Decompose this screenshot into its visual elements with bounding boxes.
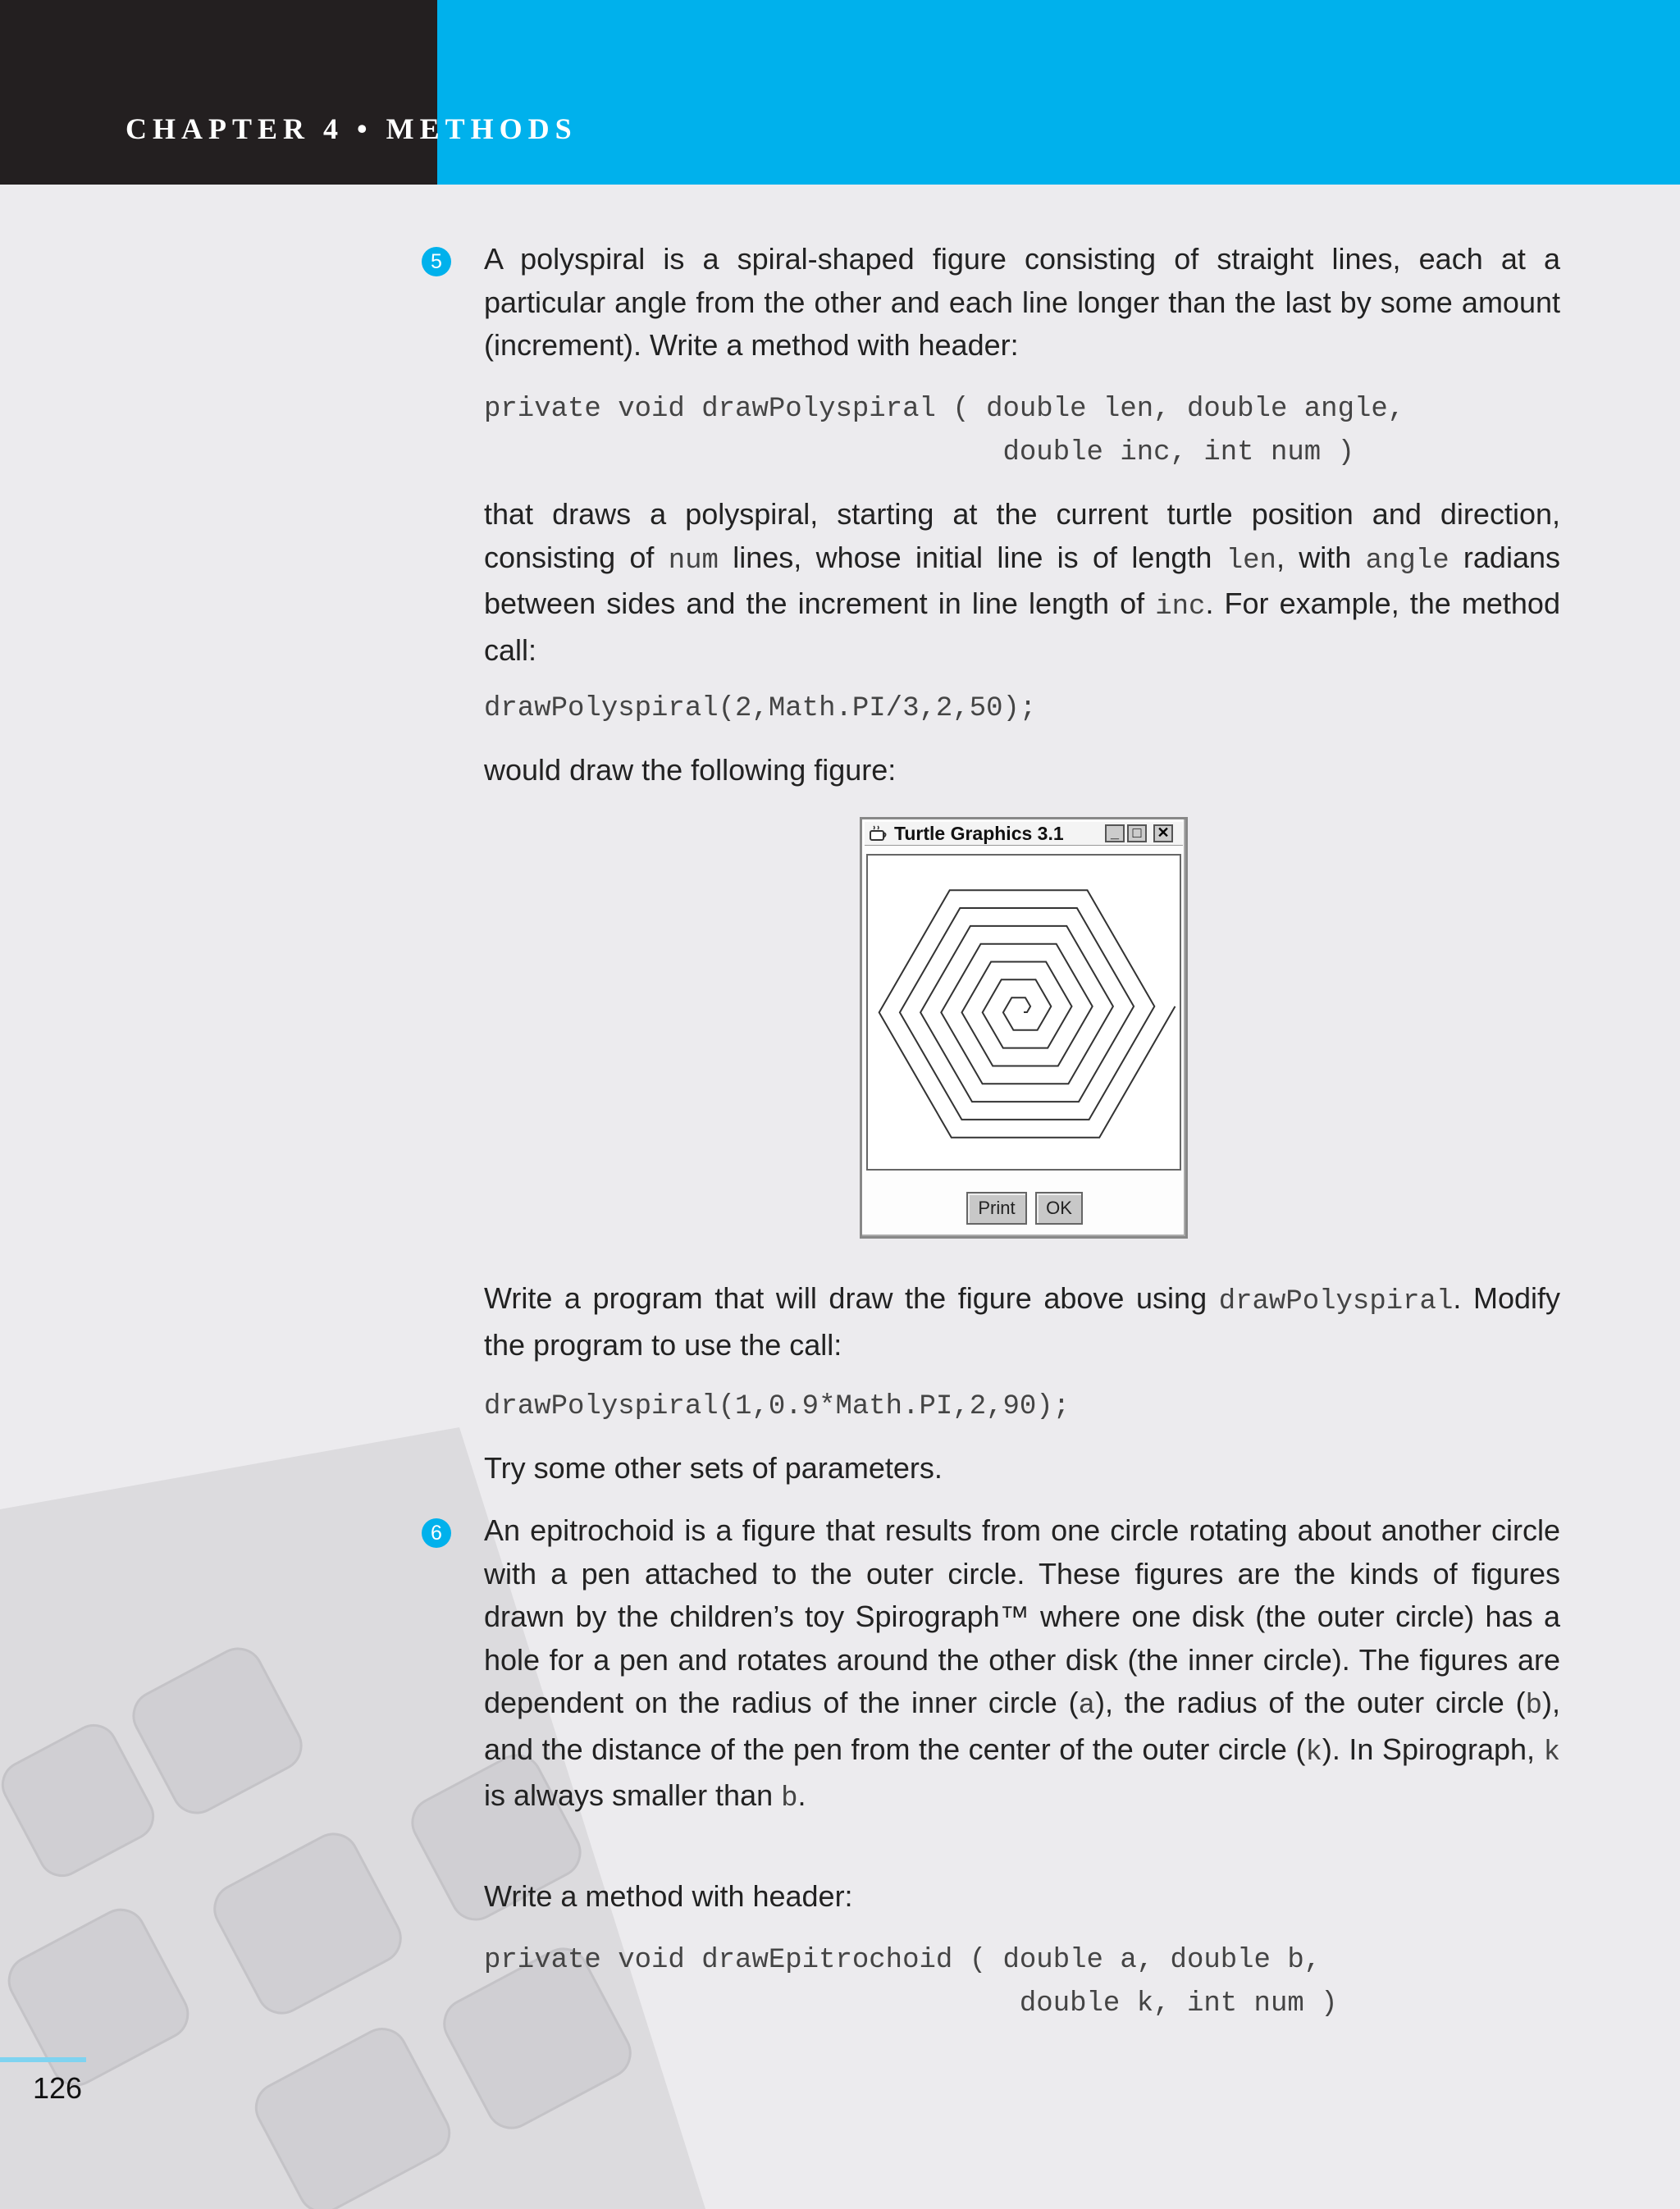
code-b: b	[1525, 1691, 1542, 1722]
code-num: num	[668, 545, 719, 577]
chapter-heading: CHAPTER 4 • METHODS	[126, 112, 578, 145]
code-len: len	[1226, 545, 1276, 577]
exercise-5-intro: A polyspiral is a spiral-shaped figure consisting of straight lines, each at a particular angle from the other and each line longer than the last by some amount (increment). Write a method with header:	[484, 242, 1560, 362]
code-a: a	[1078, 1691, 1095, 1722]
epitrochoid-method-header: private void drawEpitrochoid ( double a, double b, double k, int num )	[484, 1945, 1338, 2020]
window-titlebar[interactable]	[865, 822, 1183, 846]
exercise-6-description: An epitrochoid is a figure that results from one circle rotating about another circle with a pen attached to the outer circle. These figures are the kinds of figures drawn by the children’s toy Spirograph™ where one disk (the outer circle) has a hole for a pen and rotates around the other disk (the inner circle). The figures are dependent on the radius of the inner circle (a), the radius of the outer circle (b), and the distance of the pen from the center of the outer circle (k). In Spirograph, k is always smaller than b.	[484, 1513, 1560, 1814]
minimize-button[interactable]	[1105, 824, 1125, 842]
code-k: k	[1305, 1737, 1322, 1769]
code-b: b	[781, 1783, 798, 1814]
example-method-call: drawPolyspiral(2,Math.PI/3,2,50);	[484, 693, 1037, 724]
polyspiral-path	[879, 890, 1176, 1138]
turtle-canvas	[866, 854, 1181, 1171]
maximize-button[interactable]	[1127, 824, 1147, 842]
exercise-number-badge: 5	[422, 247, 451, 276]
figure-intro: would draw the following figure:	[484, 753, 897, 787]
code-inc: inc	[1155, 591, 1206, 623]
code-k: k	[1543, 1737, 1560, 1769]
close-icon: ✕	[1157, 824, 1170, 841]
try-other-parameters: Try some other sets of parameters.	[484, 1451, 943, 1485]
code-drawpolyspiral: drawPolyspiral	[1218, 1286, 1454, 1317]
exercise-6-method-intro: Write a method with header:	[484, 1879, 853, 1913]
exercise-number-badge: 6	[422, 1518, 451, 1548]
page-number: 126	[33, 2071, 83, 2105]
print-button[interactable]: Print	[966, 1192, 1027, 1225]
close-button[interactable]	[1153, 824, 1173, 842]
coffee-cup-icon	[868, 824, 889, 842]
turtle-graphics-window	[860, 817, 1188, 1239]
polyspiral-method-header: private void drawPolyspiral ( double len, double angle, double inc, int num )	[484, 394, 1405, 468]
page-number-accent	[0, 2057, 86, 2062]
polyspiral-figure	[868, 856, 1180, 1169]
header-dark-band	[0, 0, 437, 185]
code-angle: angle	[1365, 545, 1449, 577]
exercise-5-program-instruction: Write a program that will draw the figure above using drawPolyspiral. Modify the program to use the call:	[484, 1281, 1560, 1362]
maximize-icon: □	[1132, 824, 1142, 841]
exercise-5-description: that draws a polyspiral, starting at the current turtle position and direction, consisting of num lines, whose initial line is of length len, with angle radians between sides and the increment in line length of inc. For example, the method call:	[484, 497, 1560, 667]
minimize-icon: _	[1110, 824, 1119, 841]
second-method-call: drawPolyspiral(1,0.9*Math.PI,2,90);	[484, 1391, 1071, 1422]
header-blue-band	[437, 0, 1680, 185]
window-title: Turtle Graphics 3.1	[894, 823, 1064, 844]
ok-button[interactable]: OK	[1035, 1192, 1083, 1225]
